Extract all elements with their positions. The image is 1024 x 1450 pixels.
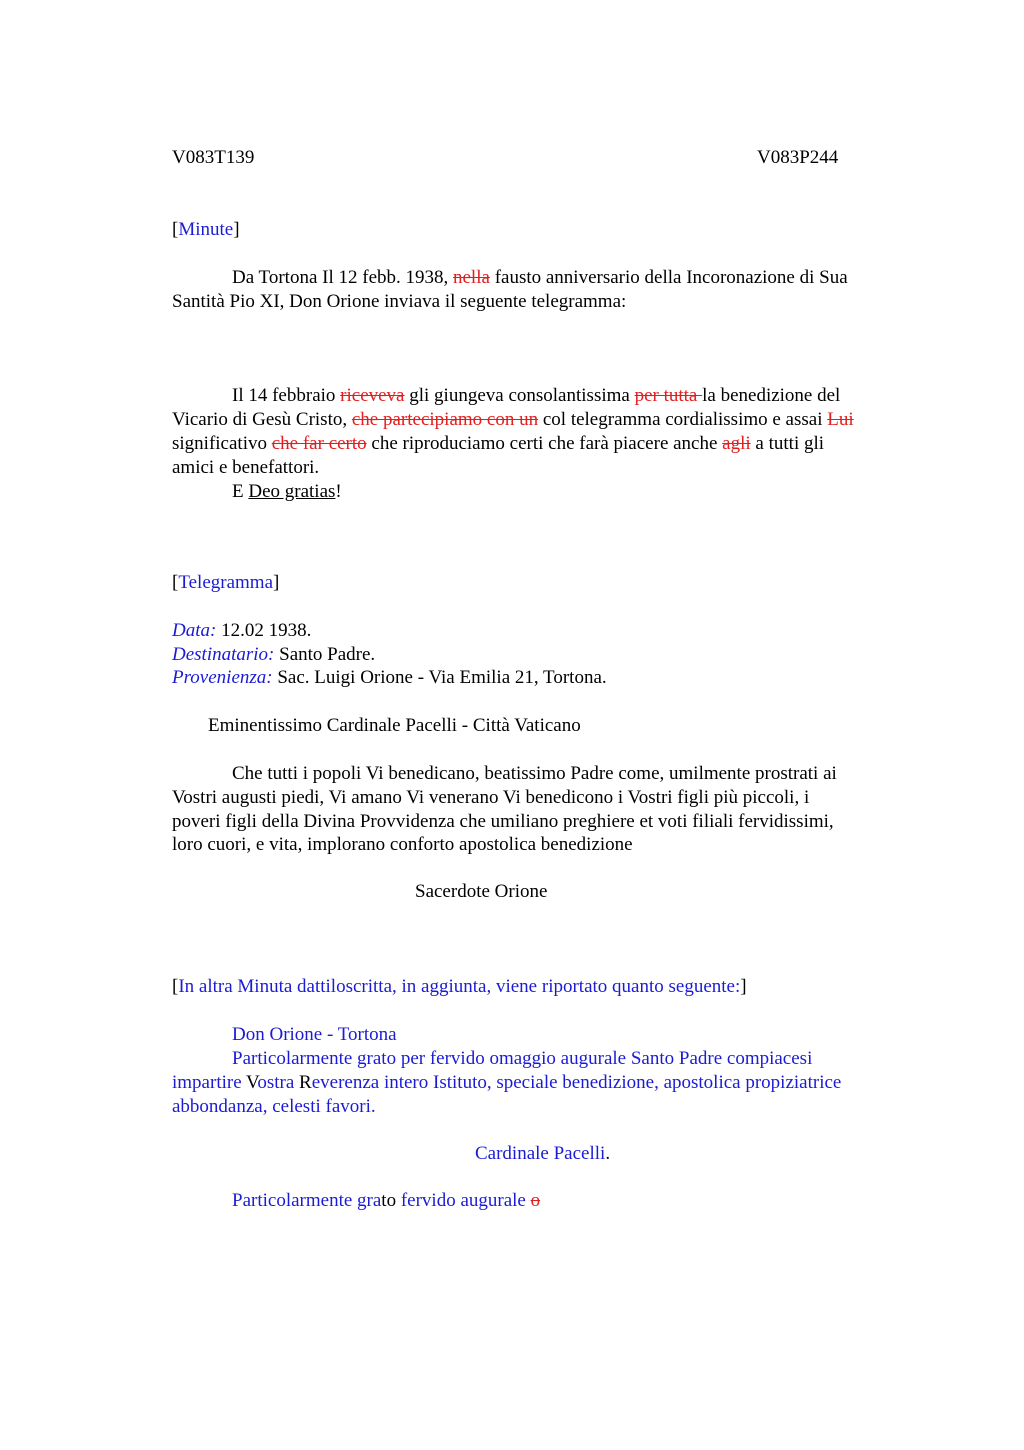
other-minute-line2: impartire Vostra Reverenza intero Istituto, speciale benedizione, apostolica propiziatrice (172, 1072, 842, 1093)
telegram-address: Eminentissimo Cardinale Pacelli - Città Vaticano (208, 715, 581, 736)
minute-para1-line1: Da Tortona Il 12 febb. 1938, nella fausto anniversario della Incoronazione di Sua (232, 267, 848, 288)
telegram-date: Data: 12.02 1938. (172, 620, 312, 641)
deleted-text: agli (722, 433, 751, 454)
telegram-provenienza: Provenienza: Sac. Luigi Orione - Via Emilia 21, Tortona. (172, 667, 607, 688)
other-minute-line1: Particolarmente grato per fervido omaggio augurale Santo Padre compiacesi (232, 1048, 813, 1069)
telegram-body-line3: poveri figli della Divina Provvidenza che umiliano preghiere et voti filiali fervidissimi, (172, 811, 834, 832)
deleted-text: Lui (827, 409, 854, 430)
minute-para1-line2: Santità Pio XI, Don Orione inviava il seguente telegramma: (172, 291, 627, 312)
header-right-code: V083P244 (757, 147, 839, 168)
other-minute-fragment: Particolarmente grato fervido augurale o (232, 1190, 541, 1211)
minute-para2-line4: amici e benefattori. (172, 457, 320, 478)
minute-para2-line1: Il 14 febbraio riceveva gli giungeva consolantissima per tutta la benedizione del (232, 385, 841, 406)
telegram-destinatario: Destinatario: Santo Padre. (172, 644, 376, 665)
minute-heading: [Minute] (172, 219, 240, 240)
deleted-text: che far certo (271, 433, 367, 454)
minute-para2-line3: significativo che far certo che riproduciamo certi che farà piacere anche agli a tutti gli (172, 433, 825, 454)
telegram-signature: Sacerdote Orione (415, 881, 548, 902)
telegram-body-line2: Vostri augusti piedi, Vi amano Vi venerano Vi benedicono i Vostri figli più piccoli, i (172, 787, 810, 808)
telegram-body-line1: Che tutti i popoli Vi benedicano, beatissimo Padre come, umilmente prostrati ai (232, 763, 837, 784)
deleted-text: riceveva (340, 385, 405, 406)
telegram-heading: [Telegramma] (172, 572, 280, 593)
minute-label: Minute (178, 219, 234, 240)
telegram-body-line4: loro cuori, e vita, implorano conforto apostolica benedizione (172, 834, 633, 855)
deleted-text: che partecipiamo con un (351, 409, 539, 430)
deleted-text: per tutta (634, 385, 703, 406)
other-minute-line3: abbondanza, celesti favori. (172, 1096, 376, 1117)
other-minute-recipient: Don Orione - Tortona (232, 1024, 397, 1045)
deo-gratias-line: E Deo gratias! (232, 481, 342, 502)
telegram-label: Telegramma (178, 572, 274, 593)
other-minute-signature: Cardinale Pacelli. (475, 1143, 611, 1164)
deleted-text: o (530, 1190, 541, 1211)
other-minute-note: [In altra Minuta dattiloscritta, in aggiunta, viene riportato quanto seguente:] (172, 976, 747, 997)
deleted-text: nella (453, 267, 490, 288)
header-left-code: V083T139 (172, 147, 255, 168)
minute-para2-line2: Vicario di Gesù Cristo, che partecipiamo con un col telegramma cordialissimo e assai Lui (172, 409, 854, 430)
